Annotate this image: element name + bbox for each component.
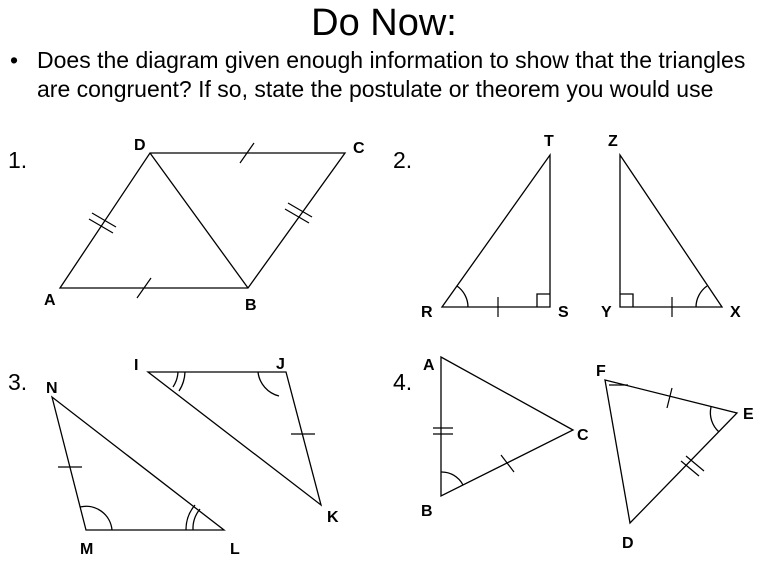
vertex-l-label: L <box>230 541 240 558</box>
vertex-k-label: K <box>327 509 339 526</box>
angle-arc-j <box>258 372 279 396</box>
triangle-ijk <box>148 372 321 505</box>
double-tick-ad-1 <box>92 213 116 227</box>
triangle-rst <box>442 155 550 307</box>
tick-bc <box>501 455 514 472</box>
vertex-f-label: F <box>596 363 606 380</box>
problem-3-number: 3. <box>8 369 28 395</box>
vertex-b-label-4: B <box>421 503 433 520</box>
angle-arc-r <box>457 286 468 307</box>
right-angle-s <box>537 294 550 307</box>
question-text: Does the diagram given enough information to show that the triangles are congruent? If so, state the postulate or theorem you would use <box>37 47 746 102</box>
parallelogram-abcd <box>60 153 345 288</box>
vertex-r-label: R <box>421 304 433 321</box>
vertex-j-label: J <box>276 356 285 373</box>
angle-arc-x <box>696 286 707 307</box>
problem-1-diagram <box>44 137 365 314</box>
problem-4-number: 4. <box>393 369 413 395</box>
problem-3-diagram <box>46 356 339 558</box>
angle-arc-e <box>710 407 719 432</box>
vertex-s-label: S <box>558 304 569 321</box>
angle-arc-i-2 <box>179 372 185 391</box>
vertex-a-label-4: A <box>423 357 435 374</box>
triangle-nml <box>52 397 224 530</box>
problem-2-number: 2. <box>393 147 413 173</box>
vertex-b-label: B <box>245 297 257 314</box>
angle-arc-b <box>441 472 463 485</box>
vertex-c-label-4: C <box>577 427 589 444</box>
vertex-n-label: N <box>46 380 58 397</box>
bullet-marker: • <box>10 47 19 73</box>
problem-2-diagram <box>421 133 741 321</box>
vertex-d-label: D <box>134 137 146 154</box>
vertex-d-label-4: D <box>622 535 634 552</box>
vertex-z-label: Z <box>608 133 618 150</box>
vertex-y-label: Y <box>601 304 612 321</box>
angle-arc-l-2 <box>193 509 200 530</box>
vertex-c-label: C <box>353 140 365 157</box>
vertex-t-label: T <box>544 133 554 150</box>
triangle-abc <box>441 357 573 496</box>
vertex-x-label: X <box>730 304 741 321</box>
diagonal-db <box>150 153 248 288</box>
double-tick-ad-2 <box>89 219 113 233</box>
vertex-e-label: E <box>743 406 754 423</box>
problem-4-diagram <box>421 357 754 552</box>
problem-1-number: 1. <box>8 147 28 173</box>
vertex-m-label: M <box>80 541 94 558</box>
right-angle-y <box>620 294 633 307</box>
triangle-fed <box>605 380 737 523</box>
vertex-i-label: I <box>134 357 139 374</box>
triangle-yxz <box>620 155 722 307</box>
angle-arc-i-1 <box>173 372 178 387</box>
vertex-a-label: A <box>44 292 56 309</box>
tick-fe <box>667 388 672 408</box>
slide-title: Do Now: <box>311 2 457 44</box>
